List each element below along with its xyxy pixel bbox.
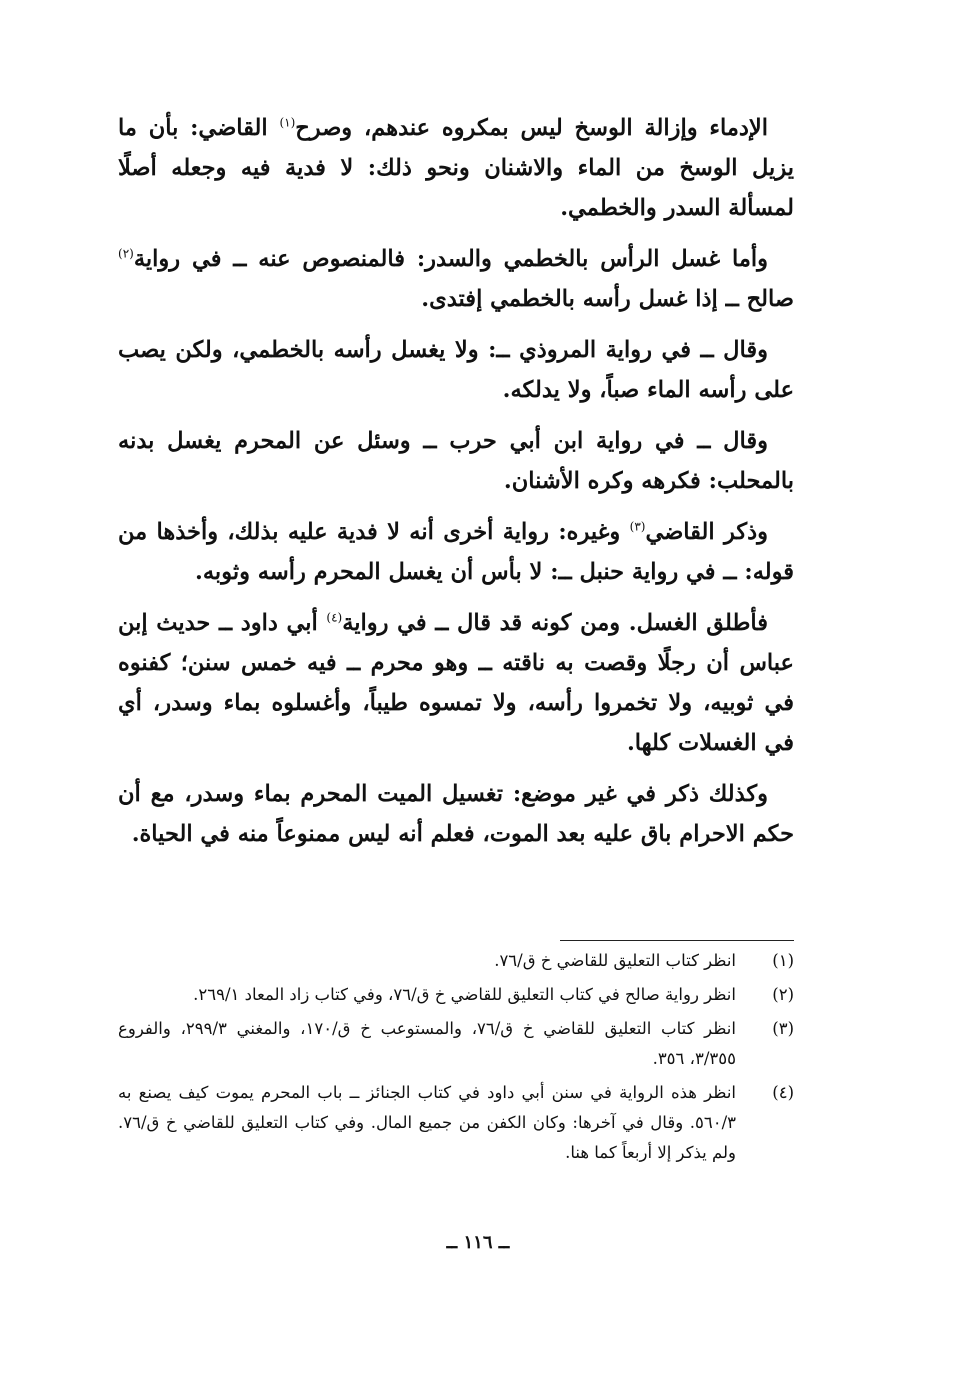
footnote-number: (٤) bbox=[772, 1083, 794, 1102]
footnote-ref[interactable]: (٢) bbox=[118, 246, 134, 261]
paragraph-text: وقال ــ في رواية المروذي ــ: ولا يغسل رأسه بالخطمي، ولكن يصب على رأسه الماء صباً، ولا يدلكه. bbox=[118, 337, 794, 403]
footnote-ref[interactable]: (٤) bbox=[326, 610, 343, 625]
paragraph-6 bbox=[118, 603, 794, 763]
footnote-number: (٣) bbox=[772, 1019, 794, 1038]
paragraph-text: وأما غسل الرأس بالخطمي والسدر: فالمنصوص عنه ــ في رواية bbox=[133, 246, 768, 272]
paragraph-text: صالح ــ إذا غسل رأسه بالخطمي إفتدى. bbox=[421, 286, 794, 312]
main-text bbox=[118, 108, 794, 865]
footnote-number: (١) bbox=[772, 951, 794, 970]
paragraph-text: وقال ــ في رواية ابن أبي حرب ــ وسئل عن المحرم يغسل بدنه بالمحلب: فكرهه وكره الأشنان. bbox=[118, 428, 794, 494]
footnote-text: انظر كتاب التعليق للقاضي خ ق/٧٦، والمستوعب خ ق/١٧٠، والمغني ٢٩٩/٣، والفروع ٣/٣٥٥، ٣٥٦. bbox=[118, 1019, 736, 1068]
footnote-divider bbox=[560, 940, 794, 941]
footnote-1 bbox=[118, 946, 794, 976]
footnote-3 bbox=[118, 1014, 794, 1074]
paragraph-text: فأطلق الغسل. ومن كونه قد قال ــ في رواية bbox=[342, 610, 768, 636]
footnote-number: (٢) bbox=[772, 985, 794, 1004]
paragraph-text: الإدماء وإزالة الوسخ ليس بمكروه عندهم، وصرح bbox=[295, 115, 768, 141]
footnote-4 bbox=[118, 1078, 794, 1168]
paragraph-text: وكذلك ذكر في غير موضع: تغسيل الميت المحرم بماء وسدر، مع أن حكم الاحرام باق عليه بعد الموت، فعلم أنه ليس ممنوعاً منه في الحياة. bbox=[118, 781, 794, 847]
footnote-ref[interactable]: (١) bbox=[279, 115, 296, 130]
footnote-2 bbox=[118, 980, 794, 1010]
footnote-text: انظر رواية صالح في كتاب التعليق للقاضي خ ق/٧٦، وفي كتاب زاد المعاد ٢٦٩/١. bbox=[193, 985, 736, 1004]
footnote-ref[interactable]: (٣) bbox=[629, 519, 646, 534]
paragraph-7 bbox=[118, 774, 794, 854]
footnotes bbox=[118, 946, 794, 1172]
paragraph-text: القاضي: بأن ما يزيل الوسخ من الماء والاشنان ونحو ذلك: لا فدية فيه وجعله أصلًا لمسألة السدر والخطمي. bbox=[118, 115, 794, 221]
paragraph-text: أبي داود ــ حديث إبن عباس أن رجلًا وقصت به ناقته ــ وهو محرم ــ فيه خمس سنن؛ كفنوه في ثوبيه، ولا تخمروا رأسه، ولا تمسوه طيباً، وأغسلوه بماء وسدر، أي في الغسلات كلها. bbox=[118, 610, 794, 756]
paragraph-1 bbox=[118, 108, 794, 228]
paragraph-3 bbox=[118, 330, 794, 410]
paragraph-text: وغيره: رواية أخرى أنه لا فدية عليه بذلك، وأخذها من قوله: ــ في رواية حنبل ــ: لا بأس أن يغسل المحرم رأسه وثوبه. bbox=[118, 519, 794, 585]
footnote-text: انظر كتاب التعليق للقاضي خ ق/٧٦. bbox=[494, 951, 736, 970]
footnote-text: انظر هذه الرواية في سنن أبي داود في كتاب الجنائز ــ باب المحرم يموت كيف يصنع به ٥٦٠/٣. وقال في آخرها: وكان الكفن من جميع المال. وفي كتاب التعليق للقاضي خ ق/٧٦. ولم يذكر إلا أربعاً كما هنا. bbox=[118, 1083, 736, 1162]
paragraph-text: وذكر القاضي bbox=[645, 519, 768, 545]
paragraph-2 bbox=[118, 239, 794, 319]
paragraph-5 bbox=[118, 512, 794, 592]
paragraph-4 bbox=[118, 421, 794, 501]
page-number: ــ ١١٦ ــ bbox=[446, 1232, 510, 1253]
